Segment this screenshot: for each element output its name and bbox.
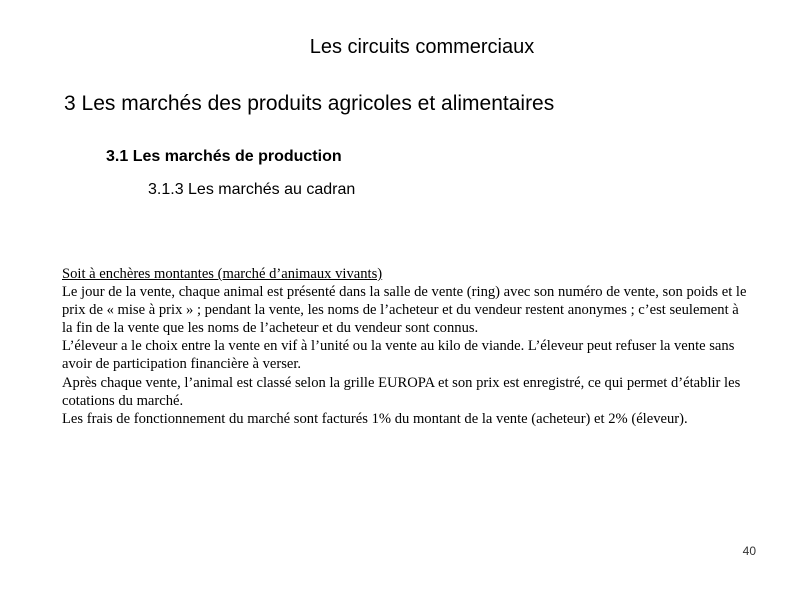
section-heading: 3 Les marchés des produits agricoles et alimentaires <box>64 92 555 115</box>
slide-title: Les circuits commerciaux <box>309 36 535 58</box>
body-text-block <box>62 265 752 428</box>
subsubsection-heading: 3.1.3 Les marchés au cadran <box>148 181 356 198</box>
page-number: 40 <box>742 544 756 558</box>
body-paragraph-sale-procedure: Le jour de la vente, chaque animal est présenté dans la salle de vente (ring) avec son numéro de vente, son poids et le prix de « mise à prix » ; pendant la vente, les noms de l’acheteur et du vendeur restent anonymes ; c’est seulement à la fin de la vente que les noms de l’acheteur et du vendeur sont connus. <box>62 284 747 337</box>
body-subtitle: Soit à enchères montantes (marché d’animaux vivants) <box>62 266 383 282</box>
body-paragraph-fees: Les frais de fonctionnement du marché sont facturés 1% du montant de la vente (acheteur) et 2% (éleveur). <box>62 410 688 427</box>
body-paragraph-classification: Après chaque vente, l’animal est classé selon la grille EUROPA et son prix est enregistré, ce qui permet d’établir les cotations du marché. <box>62 374 741 409</box>
body-paragraph-seller-choice: L’éleveur a le choix entre la vente en vif à l’unité ou la vente au kilo de viande. L’éleveur peut refuser la vente sans avoir de participation financière à verser. <box>62 338 735 373</box>
subsection-heading: 3.1 Les marchés de production <box>106 148 342 165</box>
